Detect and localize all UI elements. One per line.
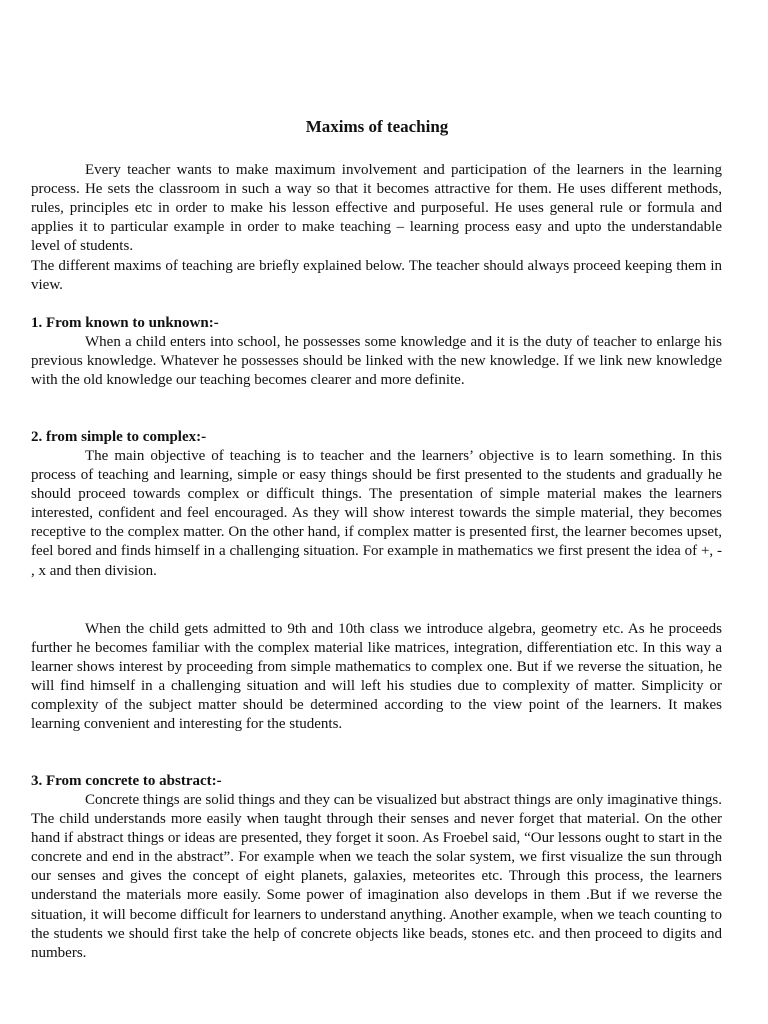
section-heading-known-to-unknown: 1. From known to unknown:- [31, 315, 219, 331]
intro-paragraph: Every teacher wants to make maximum involvement and participation of the learners in the learning process. He sets the classroom in such a way so that it becomes attractive for them. He uses different methods, rules, principles etc in order to make his lesson effective and purposeful. He uses general rule or formula and applies it to particular example in order to make teaching – learning process easy and upto the understandable level of students. [31, 162, 722, 255]
section-paragraph: The main objective of teaching is to teacher and the learners’ objective is to learn something. In this process of teaching and learning, simple or easy things should be first presented to the students and gradually he should proceed towards complex or difficult things. The presentation of simple material makes the learners interested, confident and feel encouraged. As they will show interest towards the simple material, they becomes receptive to the complex matter. On the other hand, if complex matter is presented first, the learner becomes upset, feel bored and finds himself in a challenging situation. For example in mathematics we first present the idea of +, - , x and then division. [31, 448, 722, 579]
section-heading-concrete-to-abstract: 3. From concrete to abstract:- [31, 773, 222, 789]
section-paragraph: Concrete things are solid things and they can be visualized but abstract things are only imaginative things. The child understands more easily when taught through their senses and never forget that material. On the other hand if abstract things or ideas are presented, they forget it soon. As Froebel said, “Our lessons ought to start in the concrete and end in the abstract”. For example when we teach the solar system, we first visualize the sun through our senses and gives the concept of eight planets, galaxies, meteorites etc. Through this process, the learners understand the materials more easily. Some power of imagination also develops in them .But if we reverse the situation, it will become difficult for learners to understand anything. Another example, when we teach counting to the students we should first take the help of concrete objects like beads, stones etc. and then proceed to digits and numbers. [31, 792, 722, 961]
section-paragraph: When a child enters into school, he possesses some knowledge and it is the duty of teacher to enlarge his previous knowledge. Whatever he possesses should be linked with the new knowledge. If we link new knowledge with the old knowledge our teaching becomes clearer and more definite. [31, 334, 722, 389]
section-paragraph: When the child gets admitted to 9th and 10th class we introduce algebra, geometry etc. As he proceeds further he becomes familiar with the complex material like matrices, integration, differentiation etc. In this way a learner shows interest by proceeding from simple mathematics to complex one. But if we reverse the situation, he will find himself in a challenging situation and will left his studies due to complexity of matter. Simplicity or complexity of the subject matter should be determined according to the view point of the learners. It makes learning convenient and interesting for the students. [31, 621, 722, 733]
page-title: Maxims of teaching [305, 117, 449, 136]
section-heading-simple-to-complex: 2. from simple to complex:- [31, 429, 207, 445]
intro-paragraph-2: The different maxims of teaching are briefly explained below. The teacher should always proceed keeping them in view. [31, 258, 722, 294]
